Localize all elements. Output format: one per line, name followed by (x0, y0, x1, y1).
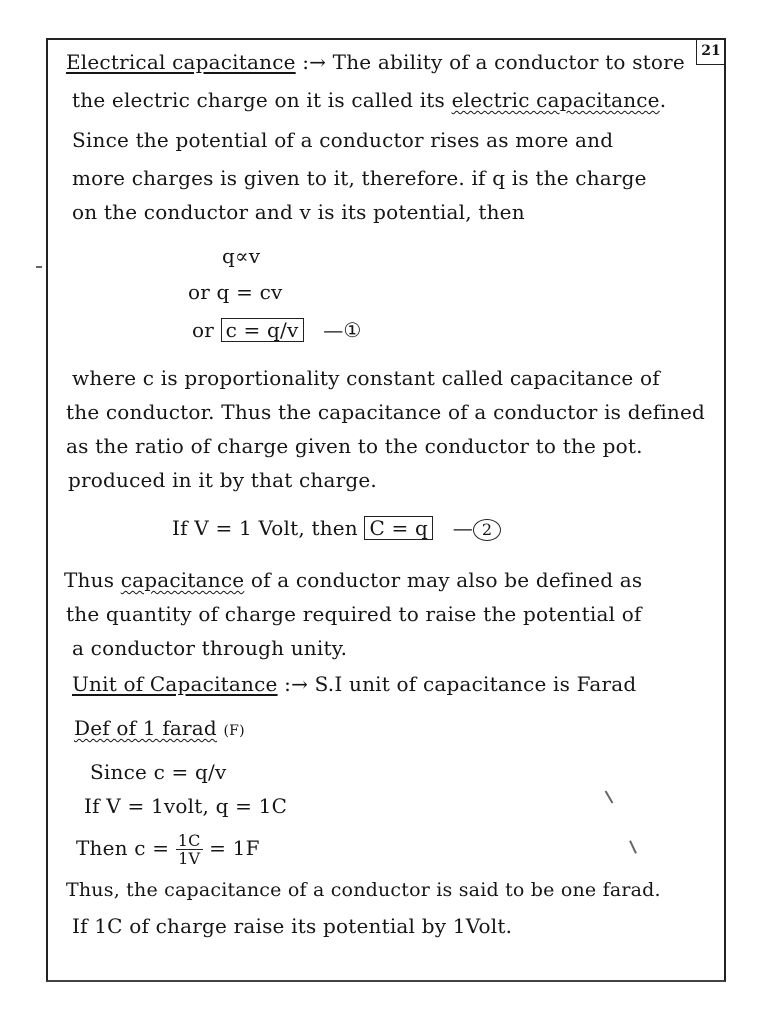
equation-number: ① (343, 318, 362, 342)
text-fragment: or (192, 318, 215, 342)
text-fragment: the electric charge on it is called its (72, 88, 445, 112)
section-heading: Def of 1 farad (74, 716, 217, 740)
equation-proportional: q∝v (222, 244, 261, 268)
text-fragment: of a conductor may also be defined as (250, 568, 643, 592)
equation-1 (192, 318, 362, 342)
text-fragment: — (452, 516, 473, 540)
boxed-formula: c = q/v (221, 318, 304, 342)
text-fragment: Then c = (76, 836, 170, 860)
text-line: If 1C of charge raise its potential by 1Volt. (72, 914, 513, 938)
equation-number: 2 (473, 519, 501, 541)
text-fragment: = 1F (209, 836, 260, 860)
text-line: the quantity of charge required to raise the potential of (66, 602, 642, 626)
heading-arrow: :→ (302, 50, 327, 74)
heading-line (66, 50, 685, 74)
text-line: the conductor. Thus the capacitance of a conductor is defined (66, 400, 706, 424)
boxed-formula: C = q (364, 516, 433, 540)
fraction (176, 832, 203, 867)
section-heading: Electrical capacitance (66, 50, 296, 74)
equation-line (76, 832, 260, 867)
definition-text: The ability of a conductor to store (332, 50, 685, 74)
key-term: electric capacitance (451, 88, 660, 112)
section-heading: Unit of Capacitance (72, 672, 278, 696)
key-term: capacitance (120, 568, 245, 592)
equation-2 (172, 516, 501, 541)
page-number: 21 (696, 40, 725, 65)
text-fragment: If V = 1 Volt, then (172, 516, 358, 540)
text-fragment: . (659, 88, 667, 112)
pen-mark (36, 266, 42, 268)
unit-symbol: (F) (223, 723, 245, 739)
text-line (64, 568, 642, 592)
unit-line (72, 672, 636, 696)
fraction-numerator: 1C (177, 831, 201, 850)
text-line: where c is proportionality constant called capacitance of (72, 366, 660, 390)
equation-line: Since c = q/v (90, 760, 227, 784)
text-fragment: S.I unit of capacitance is Farad (314, 672, 637, 696)
fraction-denominator: 1V (178, 849, 201, 868)
text-line: produced in it by that charge. (68, 468, 377, 492)
text-line: more charges is given to it, therefore. if q is the charge (72, 166, 647, 190)
text-line: a conductor through unity. (72, 636, 348, 660)
text-line: Thus, the capacitance of a conductor is said to be one farad. (66, 879, 661, 901)
equation-line: If V = 1volt, q = 1C (84, 794, 288, 818)
text-line: on the conductor and v is its potential, then (72, 200, 525, 224)
text-line (72, 88, 666, 112)
def-heading-line (74, 716, 245, 743)
equation-qcv: or q = cv (188, 280, 283, 304)
text-line: Since the potential of a conductor rises as more and (72, 128, 614, 152)
text-fragment: — (323, 318, 344, 342)
heading-arrow: :→ (284, 672, 309, 696)
text-line: as the ratio of charge given to the conductor to the pot. (66, 434, 643, 458)
text-fragment: Thus (64, 568, 115, 592)
